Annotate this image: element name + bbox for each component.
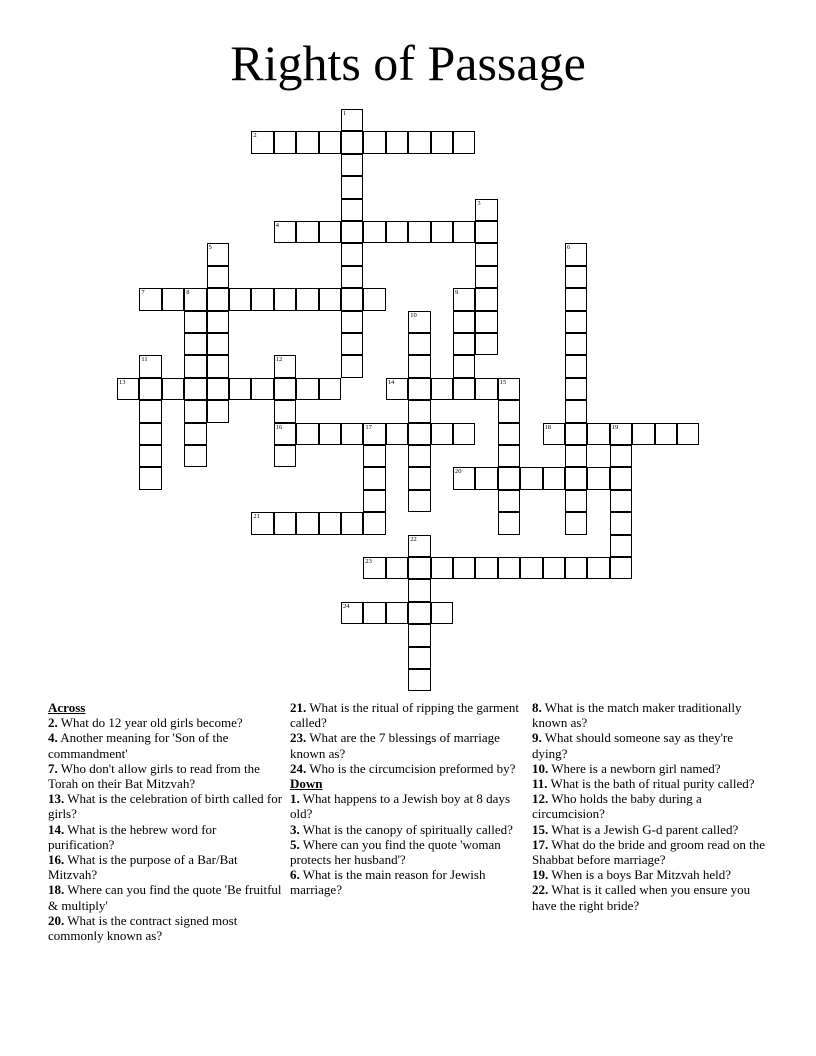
grid-cell[interactable] <box>498 557 520 579</box>
grid-cell[interactable] <box>408 624 430 646</box>
clue-text: Where is a newborn girl named? <box>548 760 721 776</box>
clue-text: Another meaning for 'Son of the commandment' <box>48 730 229 761</box>
grid-cell[interactable] <box>139 378 161 400</box>
grid-cell[interactable] <box>139 423 161 445</box>
grid-cell[interactable] <box>274 221 296 243</box>
grid-cell[interactable] <box>207 266 229 288</box>
grid-cell[interactable] <box>319 131 341 153</box>
grid-cell[interactable] <box>520 467 542 489</box>
across-clue <box>290 700 525 730</box>
grid-cell[interactable] <box>184 378 206 400</box>
clue-number: 7. <box>48 760 58 776</box>
grid-cell[interactable] <box>341 333 363 355</box>
grid-cell[interactable] <box>431 557 453 579</box>
clue-number: 6. <box>290 867 300 883</box>
clue-number: 18. <box>48 882 65 898</box>
grid-cell[interactable] <box>475 467 497 489</box>
down-clue <box>290 822 525 837</box>
grid-cell[interactable] <box>184 288 206 310</box>
clue-number: 1. <box>290 791 300 807</box>
grid-cell[interactable] <box>274 378 296 400</box>
clue-number: 14. <box>48 821 65 837</box>
grid-cell[interactable] <box>207 400 229 422</box>
down-clue <box>532 837 767 867</box>
grid-cell[interactable] <box>251 288 273 310</box>
grid-cell[interactable] <box>296 423 318 445</box>
across-clue <box>48 852 283 882</box>
grid-cell[interactable] <box>363 512 385 534</box>
clue-number: 11. <box>532 776 548 792</box>
grid-cell[interactable] <box>475 288 497 310</box>
cell-number: 12 <box>275 356 283 364</box>
clue-number: 12. <box>532 791 549 807</box>
grid-cell[interactable] <box>431 378 453 400</box>
cell-number: 16 <box>275 423 283 431</box>
across-clue <box>48 822 283 852</box>
grid-cell[interactable] <box>543 467 565 489</box>
across-clue <box>48 913 283 943</box>
grid-cell[interactable] <box>184 333 206 355</box>
grid-cell[interactable] <box>453 288 475 310</box>
clue-text: What do 12 year old girls become? <box>57 715 243 731</box>
page-title: Rights of Passage <box>230 35 586 91</box>
grid-cell[interactable] <box>408 535 430 557</box>
grid-cell[interactable] <box>386 602 408 624</box>
grid-cell[interactable] <box>319 423 341 445</box>
grid-cell[interactable] <box>341 512 363 534</box>
down-clue <box>532 761 767 776</box>
grid-cell[interactable] <box>610 467 632 489</box>
grid-cell[interactable] <box>363 445 385 467</box>
grid-cell[interactable] <box>386 221 408 243</box>
grid-cell[interactable] <box>431 423 453 445</box>
grid-cell[interactable] <box>386 378 408 400</box>
grid-cell[interactable] <box>341 131 363 153</box>
grid-cell[interactable] <box>475 378 497 400</box>
grid-cell[interactable] <box>274 355 296 377</box>
grid-cell[interactable] <box>341 311 363 333</box>
grid-cell[interactable] <box>475 311 497 333</box>
across-clue <box>48 730 283 760</box>
grid-cell[interactable] <box>475 266 497 288</box>
grid-cell[interactable] <box>408 467 430 489</box>
grid-cell[interactable] <box>587 557 609 579</box>
grid-cell[interactable] <box>207 288 229 310</box>
grid-cell[interactable] <box>408 400 430 422</box>
grid-cell[interactable] <box>274 423 296 445</box>
cell-number: 6 <box>567 244 571 252</box>
clue-text: What is the match maker traditionally known as? <box>532 700 742 731</box>
clue-text: What is the contract signed most commonly known as? <box>48 912 238 944</box>
clue-number: 4. <box>48 730 58 746</box>
grid-cell[interactable] <box>453 355 475 377</box>
clue-number: 17. <box>532 836 549 852</box>
down-clue <box>290 837 525 867</box>
grid-cell[interactable] <box>453 221 475 243</box>
down-clue <box>532 730 767 760</box>
clue-text: When is a boys Bar Mitzvah held? <box>548 867 732 883</box>
clues-column-2 <box>290 700 525 898</box>
grid-cell[interactable] <box>296 378 318 400</box>
cell-number: 8 <box>186 289 190 297</box>
clue-text: What is the purpose of a Bar/Bat Mitzvah? <box>48 852 238 883</box>
clue-number: 5. <box>290 836 300 852</box>
grid-cell[interactable] <box>341 355 363 377</box>
grid-cell[interactable] <box>453 311 475 333</box>
grid-cell[interactable] <box>184 400 206 422</box>
grid-cell[interactable] <box>408 445 430 467</box>
grid-cell[interactable] <box>251 512 273 534</box>
grid-cell[interactable] <box>363 288 385 310</box>
cell-number: 18 <box>544 423 552 431</box>
grid-cell[interactable] <box>610 445 632 467</box>
grid-cell[interactable] <box>408 378 430 400</box>
cell-number: 11 <box>141 356 148 364</box>
across-clue <box>290 761 525 776</box>
grid-cell[interactable] <box>565 400 587 422</box>
grid-cell[interactable] <box>565 333 587 355</box>
down-clue <box>532 882 767 912</box>
grid-cell[interactable] <box>341 199 363 221</box>
clue-text: What is it called when you ensure you have the right bride? <box>532 882 751 913</box>
grid-cell[interactable] <box>408 355 430 377</box>
clue-text: What is the ritual of ripping the garment called? <box>290 700 520 731</box>
grid-cell[interactable] <box>408 579 430 601</box>
grid-cell[interactable] <box>184 423 206 445</box>
across-clue <box>48 715 283 730</box>
across-clue <box>48 761 283 791</box>
clue-number: 2. <box>48 715 58 731</box>
grid-cell[interactable] <box>498 490 520 512</box>
grid-cell[interactable] <box>341 602 363 624</box>
grid-cell[interactable] <box>408 131 430 153</box>
grid-cell[interactable] <box>207 311 229 333</box>
clue-text: What do the bride and groom read on the Shabbat before marriage? <box>532 836 765 868</box>
down-clue <box>290 867 525 897</box>
grid-cell[interactable] <box>610 423 632 445</box>
cell-number: 7 <box>141 289 145 297</box>
clue-section-heading: Across <box>48 700 86 715</box>
grid-cell[interactable] <box>341 423 363 445</box>
grid-cell[interactable] <box>655 423 677 445</box>
grid-cell[interactable] <box>274 512 296 534</box>
grid-cell[interactable] <box>408 669 430 691</box>
grid-cell[interactable] <box>341 288 363 310</box>
grid-cell[interactable] <box>565 445 587 467</box>
clue-number: 9. <box>532 730 542 746</box>
clue-number: 22. <box>532 882 549 898</box>
clue-text: Who is the circumcision preformed by? <box>306 760 516 776</box>
grid-cell[interactable] <box>341 154 363 176</box>
grid-cell[interactable] <box>341 243 363 265</box>
grid-cell[interactable] <box>319 221 341 243</box>
grid-cell[interactable] <box>363 131 385 153</box>
grid-cell[interactable] <box>139 355 161 377</box>
grid-cell[interactable] <box>431 221 453 243</box>
grid-cell[interactable] <box>565 243 587 265</box>
grid-cell[interactable] <box>408 490 430 512</box>
down-clue <box>290 791 525 821</box>
clue-number: 8. <box>532 700 542 715</box>
grid-cell[interactable] <box>207 243 229 265</box>
grid-cell[interactable] <box>408 221 430 243</box>
grid-cell[interactable] <box>453 467 475 489</box>
grid-cell[interactable] <box>677 423 699 445</box>
grid-cell[interactable] <box>453 423 475 445</box>
grid-cell[interactable] <box>520 557 542 579</box>
grid-cell[interactable] <box>207 355 229 377</box>
clue-text: What is the canopy of spiritually called? <box>299 821 513 837</box>
grid-cell[interactable] <box>341 176 363 198</box>
grid-cell[interactable] <box>475 557 497 579</box>
cell-number: 5 <box>208 244 212 252</box>
grid-cell[interactable] <box>475 333 497 355</box>
grid-cell[interactable] <box>363 602 385 624</box>
grid-cell[interactable] <box>610 535 632 557</box>
grid-cell[interactable] <box>408 423 430 445</box>
grid-cell[interactable] <box>408 311 430 333</box>
clue-number: 21. <box>290 700 307 715</box>
cell-number: 24 <box>343 602 350 610</box>
cell-number: 15 <box>499 378 507 386</box>
cell-number: 13 <box>119 378 126 386</box>
clue-text: What should someone say as they're dying? <box>532 730 734 761</box>
grid-cell[interactable] <box>319 378 341 400</box>
cell-number: 19 <box>611 423 619 431</box>
cell-number: 23 <box>365 558 372 565</box>
grid-cell[interactable] <box>139 445 161 467</box>
grid-cell[interactable] <box>296 131 318 153</box>
grid-cell[interactable] <box>207 378 229 400</box>
grid-cell[interactable] <box>363 221 385 243</box>
down-clue <box>532 822 767 837</box>
clue-number: 16. <box>48 852 65 868</box>
down-clue <box>532 791 767 821</box>
grid-cell[interactable] <box>251 131 273 153</box>
grid-cell[interactable] <box>229 288 251 310</box>
grid-cell[interactable] <box>610 557 632 579</box>
grid-cell[interactable] <box>543 423 565 445</box>
cell-number: 4 <box>275 222 280 229</box>
grid-cell[interactable] <box>610 490 632 512</box>
grid-cell[interactable] <box>565 355 587 377</box>
grid-cell[interactable] <box>408 602 430 624</box>
grid-cell[interactable] <box>363 423 385 445</box>
grid-cell[interactable] <box>565 311 587 333</box>
grid-cell[interactable] <box>184 311 206 333</box>
grid-cell[interactable] <box>610 512 632 534</box>
clue-number: 10. <box>532 760 549 776</box>
cell-number: 9 <box>455 289 459 297</box>
grid-cell[interactable] <box>453 378 475 400</box>
clue-text: What is the main reason for Jewish marriage? <box>290 867 486 898</box>
cell-number: 22 <box>410 535 417 543</box>
across-clue <box>48 882 283 912</box>
grid-cell[interactable] <box>341 221 363 243</box>
grid-cell[interactable] <box>431 131 453 153</box>
grid-cell[interactable] <box>117 378 139 400</box>
grid-cell[interactable] <box>319 512 341 534</box>
grid-cell[interactable] <box>565 378 587 400</box>
grid-cell[interactable] <box>341 109 363 131</box>
grid-cell[interactable] <box>453 131 475 153</box>
cell-number: 2 <box>253 132 257 140</box>
clue-text: Who holds the baby during a circumcision? <box>532 791 702 822</box>
grid-cell[interactable] <box>498 400 520 422</box>
grid-cell[interactable] <box>498 445 520 467</box>
grid-cell[interactable] <box>543 557 565 579</box>
grid-cell[interactable] <box>184 445 206 467</box>
grid-cell[interactable] <box>363 467 385 489</box>
grid-cell[interactable] <box>498 512 520 534</box>
grid-cell[interactable] <box>319 288 341 310</box>
grid-cell[interactable] <box>139 400 161 422</box>
grid-cell[interactable] <box>565 266 587 288</box>
clue-text: What is the celebration of birth called for girls? <box>48 791 283 822</box>
grid-cell[interactable] <box>162 378 184 400</box>
cell-number: 20 <box>455 468 462 476</box>
clue-text: What is the bath of ritual purity called? <box>547 776 755 792</box>
grid-cell[interactable] <box>431 602 453 624</box>
grid-cell[interactable] <box>498 378 520 400</box>
grid-cell[interactable] <box>296 221 318 243</box>
grid-cell[interactable] <box>296 512 318 534</box>
grid-cell[interactable] <box>386 131 408 153</box>
grid-cell[interactable] <box>565 467 587 489</box>
grid-cell[interactable] <box>139 288 161 310</box>
grid-cell[interactable] <box>587 423 609 445</box>
grid-cell[interactable] <box>363 557 385 579</box>
across-clue <box>48 791 283 821</box>
grid-cell[interactable] <box>408 647 430 669</box>
cell-number: 17 <box>365 423 372 431</box>
clue-text: What are the 7 blessings of marriage known as? <box>290 730 500 761</box>
grid-cell[interactable] <box>453 557 475 579</box>
grid-cell[interactable] <box>475 199 497 221</box>
clue-text: What happens to a Jewish boy at 8 days old? <box>290 791 510 822</box>
clue-number: 23. <box>290 730 307 746</box>
clue-number: 13. <box>48 791 65 807</box>
cell-number: 1 <box>343 110 347 117</box>
grid-cell[interactable] <box>475 243 497 265</box>
grid-cell[interactable] <box>386 557 408 579</box>
grid-cell[interactable] <box>408 333 430 355</box>
clue-text: What is the hebrew word for purification? <box>48 821 217 852</box>
clue-text: Who don't allow girls to read from the Torah on their Bat Mitzvah? <box>48 760 260 792</box>
clue-text: Where can you find the quote 'woman protects her husband'? <box>290 836 501 868</box>
down-clue <box>532 776 767 791</box>
grid-cell[interactable] <box>229 378 251 400</box>
grid-cell[interactable] <box>139 467 161 489</box>
clue-number: 15. <box>532 821 549 837</box>
grid-cell[interactable] <box>565 423 587 445</box>
grid-cell[interactable] <box>408 557 430 579</box>
grid-cell[interactable] <box>587 467 609 489</box>
clue-text: What is a Jewish G-d parent called? <box>548 821 739 837</box>
clue-number: 3. <box>290 821 300 837</box>
grid-cell[interactable] <box>251 378 273 400</box>
clue-section-heading: Down <box>290 776 323 792</box>
grid-cell[interactable] <box>498 423 520 445</box>
grid-cell[interactable] <box>386 423 408 445</box>
grid-cell[interactable] <box>565 512 587 534</box>
grid-cell[interactable] <box>565 288 587 310</box>
grid-cell[interactable] <box>296 288 318 310</box>
grid-cell[interactable] <box>341 266 363 288</box>
clue-number: 19. <box>532 867 549 883</box>
cell-number: 14 <box>387 378 395 386</box>
grid-cell[interactable] <box>565 490 587 512</box>
clues-column-3 <box>532 700 767 913</box>
cell-number: 21 <box>253 513 260 521</box>
cell-number: 3 <box>477 199 481 207</box>
clue-number: 24. <box>290 760 307 776</box>
cell-number: 10 <box>410 311 417 319</box>
grid-cell[interactable] <box>498 467 520 489</box>
grid-cell[interactable] <box>274 445 296 467</box>
grid-cell[interactable] <box>363 490 385 512</box>
grid-cell[interactable] <box>274 400 296 422</box>
clue-number: 20. <box>48 912 65 928</box>
grid-cell[interactable] <box>207 333 229 355</box>
grid-cell[interactable] <box>632 423 654 445</box>
down-clue <box>532 867 767 882</box>
grid-cell[interactable] <box>453 333 475 355</box>
grid-cell[interactable] <box>274 131 296 153</box>
down-clue <box>532 700 767 730</box>
clues-column-1 <box>48 700 283 943</box>
clue-text: Where can you find the quote 'Be fruitful & multiply' <box>48 882 282 913</box>
grid-cell[interactable] <box>475 221 497 243</box>
grid-cell[interactable] <box>274 288 296 310</box>
grid-cell[interactable] <box>162 288 184 310</box>
across-clue <box>290 730 525 760</box>
grid-cell[interactable] <box>565 557 587 579</box>
grid-cell[interactable] <box>184 355 206 377</box>
